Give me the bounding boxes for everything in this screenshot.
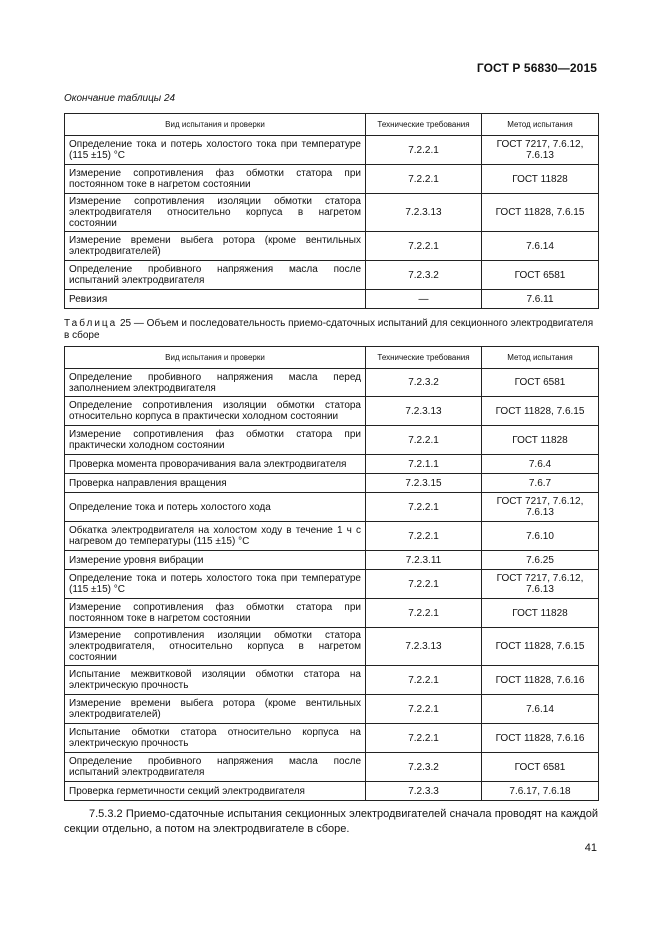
table-row (65, 369, 599, 397)
test-name-cell: Измерение времени выбега ротора (кроме вентильных электродвигателей) (65, 232, 366, 261)
requirement-cell: 7.2.2.1 (366, 493, 482, 522)
method-cell: ГОСТ 11828 (482, 599, 599, 628)
table-header-row (65, 114, 599, 136)
test-name-cell: Измерение сопротивления изоляции обмотки статора электродвигателя относительно корпуса в нагретом состоянии (65, 194, 366, 232)
table-row (65, 290, 599, 309)
table-row (65, 666, 599, 695)
method-cell: 7.6.14 (482, 695, 599, 724)
requirement-cell: 7.2.2.1 (366, 426, 482, 455)
requirement-cell: 7.2.3.13 (366, 194, 482, 232)
table-row (65, 397, 599, 426)
test-name-cell: Измерение сопротивления фаз обмотки статора при практически холодном состоянии (65, 426, 366, 455)
test-name-cell: Проверка герметичности секций электродвигателя (65, 782, 366, 801)
method-cell: 7.6.4 (482, 455, 599, 474)
method-cell: ГОСТ 6581 (482, 753, 599, 782)
table-row (65, 724, 599, 753)
requirement-cell: 7.2.2.1 (366, 666, 482, 695)
method-cell: 7.6.25 (482, 551, 599, 570)
requirement-cell: 7.2.3.2 (366, 753, 482, 782)
table24-caption: Окончание таблицы 24 (64, 93, 176, 104)
method-cell: 7.6.11 (482, 290, 599, 309)
method-cell: ГОСТ 11828 (482, 426, 599, 455)
column-header: Технические требования (366, 347, 482, 369)
test-name-cell: Проверка момента проворачивания вала электродвигателя (65, 455, 366, 474)
requirement-cell: 7.2.3.13 (366, 628, 482, 666)
method-cell: ГОСТ 11828, 7.6.15 (482, 628, 599, 666)
table-row (65, 753, 599, 782)
test-name-cell: Проверка направления вращения (65, 474, 366, 493)
table-row (65, 474, 599, 493)
table-row (65, 570, 599, 599)
test-name-cell: Испытание межвитковой изоляции обмотки статора на электрическую прочность (65, 666, 366, 695)
table-row (65, 522, 599, 551)
table-24 (64, 113, 599, 309)
requirement-cell: 7.2.2.1 (366, 232, 482, 261)
method-cell: ГОСТ 6581 (482, 369, 599, 397)
test-name-cell: Измерение сопротивления фаз обмотки статора при постоянном токе в нагретом состоянии (65, 599, 366, 628)
requirement-cell: 7.2.2.1 (366, 136, 482, 165)
table-header-row (65, 347, 599, 369)
table-row (65, 194, 599, 232)
test-name-cell: Определение пробивного напряжения масла после испытаний электродвигателя (65, 261, 366, 290)
table-row (65, 628, 599, 666)
method-cell: 7.6.7 (482, 474, 599, 493)
requirement-cell: 7.2.2.1 (366, 695, 482, 724)
method-cell: ГОСТ 11828, 7.6.15 (482, 397, 599, 426)
requirement-cell: 7.2.1.1 (366, 455, 482, 474)
test-name-cell: Определение сопротивления изоляции обмотки статора относительно корпуса в практически холодном состоянии (65, 397, 366, 426)
table-row (65, 232, 599, 261)
table-row (65, 493, 599, 522)
requirement-cell: 7.2.2.1 (366, 724, 482, 753)
method-cell: ГОСТ 7217, 7.6.12, 7.6.13 (482, 493, 599, 522)
column-header: Метод испытания (482, 114, 599, 136)
method-cell: ГОСТ 11828, 7.6.16 (482, 724, 599, 753)
method-cell: ГОСТ 6581 (482, 261, 599, 290)
test-name-cell: Определение тока и потерь холостого тока при температуре (115 ±15) °С (65, 136, 366, 165)
requirement-cell: 7.2.3.2 (366, 369, 482, 397)
requirement-cell: 7.2.3.3 (366, 782, 482, 801)
requirement-cell: 7.2.3.13 (366, 397, 482, 426)
test-name-cell: Определение тока и потерь холостого тока при температуре (115 ±15) °С (65, 570, 366, 599)
body-paragraph: 7.5.3.2 Приемо-сдаточные испытания секционных электродвигателей сначала проводят на каждой секции отдельно, а потом на электродвигателе в сборе. (64, 808, 598, 835)
table-row (65, 426, 599, 455)
test-name-cell: Испытание обмотки статора относительно корпуса на электрическую прочность (65, 724, 366, 753)
method-cell: ГОСТ 7217, 7.6.12, 7.6.13 (482, 136, 599, 165)
test-name-cell: Измерение уровня вибрации (65, 551, 366, 570)
method-cell: ГОСТ 7217, 7.6.12, 7.6.13 (482, 570, 599, 599)
table25-body (65, 369, 599, 801)
table-row (65, 599, 599, 628)
standard-designation: ГОСТ Р 56830—2015 (476, 61, 597, 75)
test-name-cell: Ревизия (65, 290, 366, 309)
page-number: 41 (584, 842, 597, 854)
table-row (65, 455, 599, 474)
method-cell: ГОСТ 11828, 7.6.15 (482, 194, 599, 232)
table25-caption-label: Таблица (64, 318, 118, 329)
table-row (65, 261, 599, 290)
test-name-cell: Определение пробивного напряжения масла перед заполнением электродвигателя (65, 369, 366, 397)
table-row (65, 782, 599, 801)
test-name-cell: Измерение времени выбега ротора (кроме вентильных электродвигателей) (65, 695, 366, 724)
method-cell: 7.6.17, 7.6.18 (482, 782, 599, 801)
method-cell: ГОСТ 11828, 7.6.16 (482, 666, 599, 695)
requirement-cell: 7.2.2.1 (366, 522, 482, 551)
method-cell: 7.6.14 (482, 232, 599, 261)
test-name-cell: Определение тока и потерь холостого хода (65, 493, 366, 522)
test-name-cell: Измерение сопротивления фаз обмотки статора при постоянном токе в нагретом состоянии (65, 165, 366, 194)
column-header: Вид испытания и проверки (65, 347, 366, 369)
column-header: Метод испытания (482, 347, 599, 369)
method-cell: ГОСТ 11828 (482, 165, 599, 194)
requirement-cell: 7.2.3.11 (366, 551, 482, 570)
table-row (65, 136, 599, 165)
table24-body (65, 136, 599, 309)
table-25 (64, 346, 599, 801)
table25-caption (64, 318, 598, 342)
requirement-cell: 7.2.3.2 (366, 261, 482, 290)
table-row (65, 695, 599, 724)
table25-caption-text: 25 — Объем и последовательность приемо-сдаточных испытаний для секционного электродвигателя в сборе (64, 318, 594, 341)
table-row (65, 551, 599, 570)
requirement-cell: 7.2.2.1 (366, 165, 482, 194)
column-header: Технические требования (366, 114, 482, 136)
table-row (65, 165, 599, 194)
column-header: Вид испытания и проверки (65, 114, 366, 136)
method-cell: 7.6.10 (482, 522, 599, 551)
test-name-cell: Определение пробивного напряжения масла после испытаний электродвигателя (65, 753, 366, 782)
requirement-cell: 7.2.2.1 (366, 599, 482, 628)
test-name-cell: Обкатка электродвигателя на холостом ходу в течение 1 ч с нагревом до температуры (115 ±15) °С (65, 522, 366, 551)
requirement-cell: 7.2.2.1 (366, 570, 482, 599)
requirement-cell: 7.2.3.15 (366, 474, 482, 493)
requirement-cell: — (366, 290, 482, 309)
test-name-cell: Измерение сопротивления изоляции обмотки статора электродвигателя, относительно корпуса в нагретом состоянии (65, 628, 366, 666)
